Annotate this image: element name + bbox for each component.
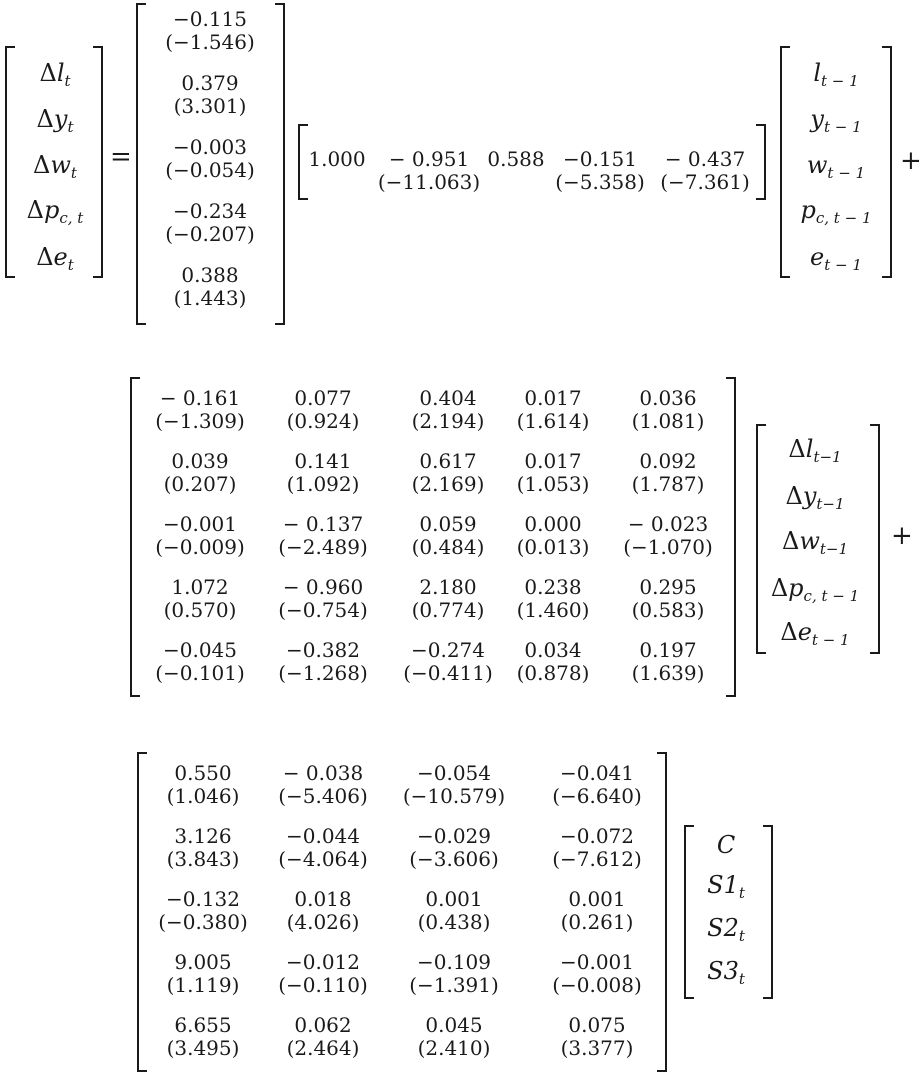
- phi-coef: 0.550: [174, 761, 232, 785]
- beta-tstat: (−11.063): [377, 170, 481, 194]
- gamma-coef: 0.141: [294, 449, 352, 473]
- gamma-coef: 0.017: [524, 386, 582, 410]
- variable-subscript: t−1: [819, 540, 849, 558]
- levels-entry: [756, 244, 916, 278]
- variable-subscript: t: [67, 118, 74, 136]
- phi-coef: −0.029: [416, 824, 491, 848]
- gamma-tstat: (0.924): [286, 409, 360, 433]
- lagged-diff-entry: [735, 528, 895, 562]
- delta-symbol: Δ: [36, 243, 54, 271]
- phi-tstat: (3.843): [166, 847, 240, 871]
- variable-symbol: y: [802, 482, 817, 510]
- gamma-tstat: (0.484): [411, 535, 485, 559]
- phi-coef: − 0.038: [282, 761, 364, 785]
- gamma-coef: − 0.960: [282, 575, 364, 599]
- variable-symbol: S3: [707, 957, 739, 985]
- lagged-diff-entry: [735, 483, 895, 517]
- phi-coef: −0.109: [416, 950, 491, 974]
- variable-subscript: t − 1: [823, 118, 862, 136]
- variable-symbol: p: [800, 196, 816, 224]
- variable-subscript: t: [67, 256, 74, 274]
- lhs-entry: [0, 244, 135, 278]
- beta-coef: − 0.437: [664, 147, 746, 171]
- beta-coef: 0.588: [487, 147, 545, 171]
- phi-coef: 3.126: [174, 824, 232, 848]
- variable-symbol: e: [797, 618, 812, 646]
- phi-coef: 0.045: [425, 1013, 483, 1037]
- delta-symbol: Δ: [26, 196, 44, 224]
- levels-entry: [756, 60, 916, 94]
- alpha-tstat: (−1.546): [165, 30, 255, 54]
- phi-tstat: (−4.064): [278, 847, 368, 871]
- gamma-coef: 0.238: [524, 575, 582, 599]
- phi-coef: 9.005: [174, 950, 232, 974]
- gamma-tstat: (−0.754): [278, 598, 368, 622]
- gamma-tstat: (0.774): [411, 598, 485, 622]
- variable-symbol: S1: [707, 871, 739, 899]
- gamma-tstat: (2.194): [411, 409, 485, 433]
- variable-symbol: e: [810, 243, 825, 271]
- lagged-diff-entry: [735, 619, 895, 653]
- gamma-coef: 0.197: [639, 638, 697, 662]
- gamma-coef: − 0.137: [282, 512, 364, 536]
- gamma-tstat: (1.460): [516, 598, 590, 622]
- phi-tstat: (2.464): [286, 1036, 360, 1060]
- phi-coef: −0.054: [416, 761, 491, 785]
- gamma-coef: 0.039: [171, 449, 229, 473]
- phi-tstat: (−7.612): [552, 847, 642, 871]
- gamma-tstat: (0.013): [516, 535, 590, 559]
- deterministic-entry: [646, 958, 806, 992]
- variable-subscript: t−1: [816, 495, 845, 513]
- beta-coef: 1.000: [308, 147, 366, 171]
- gamma-tstat: (1.614): [516, 409, 590, 433]
- variable-symbol: e: [53, 243, 68, 271]
- delta-symbol: Δ: [33, 151, 51, 179]
- variable-symbol: S2: [707, 914, 739, 942]
- gamma-coef: 0.617: [419, 449, 477, 473]
- gamma-tstat: (−0.411): [403, 661, 493, 685]
- gamma-tstat: (−1.309): [155, 409, 245, 433]
- gamma-tstat: (1.081): [631, 409, 705, 433]
- variable-subscript: t: [738, 884, 745, 902]
- delta-symbol: Δ: [781, 527, 800, 555]
- gamma-coef: 0.017: [524, 449, 582, 473]
- gamma-tstat: (−2.489): [278, 535, 368, 559]
- beta-coef: − 0.951: [388, 147, 470, 171]
- lhs-entry: [0, 60, 135, 94]
- gamma-tstat: (−0.009): [155, 535, 245, 559]
- phi-tstat: (−0.380): [158, 910, 248, 934]
- variable-symbol: C: [716, 831, 736, 859]
- levels-entry: [756, 197, 916, 231]
- phi-tstat: (−10.579): [402, 784, 506, 808]
- phi-coef: −0.041: [559, 761, 634, 785]
- gamma-coef: 2.180: [419, 575, 477, 599]
- delta-symbol: Δ: [770, 574, 789, 602]
- deterministic-entry: [646, 832, 806, 858]
- variable-subscript: c, t: [59, 209, 84, 227]
- phi-tstat: (4.026): [286, 910, 360, 934]
- lhs-entry: [0, 106, 135, 140]
- gamma-tstat: (−0.101): [155, 661, 245, 685]
- gamma-coef: − 0.161: [159, 386, 241, 410]
- alpha-coef: 0.388: [181, 263, 239, 287]
- variable-symbol: y: [53, 105, 68, 133]
- lhs-entry: [0, 197, 135, 231]
- phi-coef: −0.072: [559, 824, 634, 848]
- phi-tstat: (0.438): [417, 910, 491, 934]
- gamma-coef: 0.295: [639, 575, 697, 599]
- alpha-coef: −0.234: [172, 199, 247, 223]
- alpha-tstat: (−0.054): [165, 158, 255, 182]
- plus-sign-2: +: [891, 521, 913, 551]
- delta-symbol: Δ: [39, 59, 57, 87]
- phi-tstat: (−6.640): [552, 784, 642, 808]
- gamma-tstat: (1.053): [516, 472, 590, 496]
- variable-subscript: t: [64, 72, 71, 90]
- phi-coef: 6.655: [174, 1013, 232, 1037]
- alpha-tstat: (−0.207): [165, 222, 255, 246]
- phi-coef: 0.001: [568, 887, 626, 911]
- alpha-tstat: (1.443): [173, 286, 247, 310]
- alpha-coef: −0.115: [172, 7, 247, 31]
- gamma-coef: 0.092: [639, 449, 697, 473]
- gamma-coef: − 0.023: [627, 512, 709, 536]
- phi-coef: −0.001: [559, 950, 634, 974]
- variable-subscript: t − 1: [827, 164, 866, 182]
- phi-tstat: (3.495): [166, 1036, 240, 1060]
- gamma-coef: 0.036: [639, 386, 697, 410]
- gamma-tstat: (2.169): [411, 472, 485, 496]
- gamma-tstat: (1.787): [631, 472, 705, 496]
- variable-subscript: t − 1: [824, 256, 862, 274]
- gamma-coef: −0.045: [162, 638, 237, 662]
- variable-symbol: w: [806, 151, 828, 179]
- gamma-tstat: (−1.070): [623, 535, 713, 559]
- gamma-tstat: (1.092): [286, 472, 360, 496]
- phi-tstat: (−3.606): [409, 847, 499, 871]
- gamma-tstat: (1.639): [631, 661, 705, 685]
- gamma-tstat: (0.878): [516, 661, 590, 685]
- lagged-diff-entry: [735, 575, 895, 609]
- beta-tstat: (−5.358): [555, 170, 645, 194]
- deterministic-entry: [646, 872, 806, 906]
- variable-subscript: t: [70, 164, 77, 182]
- levels-entry: [756, 106, 916, 140]
- variable-subscript: c, t − 1: [803, 587, 860, 605]
- gamma-coef: −0.274: [410, 638, 485, 662]
- variable-symbol: w: [50, 151, 71, 179]
- alpha-coef: 0.379: [181, 71, 239, 95]
- lagged-diff-entry: [735, 436, 895, 470]
- phi-tstat: (−5.406): [278, 784, 368, 808]
- phi-tstat: (0.261): [560, 910, 634, 934]
- variable-subscript: t − 1: [821, 72, 859, 90]
- variable-subscript: t − 1: [811, 631, 850, 649]
- phi-coef: 0.075: [568, 1013, 626, 1037]
- delta-symbol: Δ: [788, 435, 806, 463]
- gamma-coef: 0.000: [524, 512, 582, 536]
- phi-tstat: (2.410): [417, 1036, 491, 1060]
- equals-sign: =: [110, 142, 132, 172]
- alpha-tstat: (3.301): [173, 94, 247, 118]
- variable-subscript: t−1: [813, 448, 842, 466]
- gamma-tstat: (0.207): [163, 472, 237, 496]
- alpha-coef: −0.003: [172, 135, 247, 159]
- beta-tstat: (−7.361): [660, 170, 750, 194]
- variable-symbol: l: [805, 435, 814, 463]
- phi-coef: −0.044: [285, 824, 360, 848]
- variable-symbol: l: [813, 59, 821, 87]
- phi-tstat: (−0.110): [278, 973, 368, 997]
- variable-symbol: p: [788, 574, 804, 602]
- phi-coef: 0.001: [425, 887, 483, 911]
- phi-tstat: (1.046): [166, 784, 240, 808]
- phi-coef: −0.132: [165, 887, 240, 911]
- deterministic-entry: [646, 915, 806, 949]
- plus-sign: +: [900, 146, 922, 176]
- delta-symbol: Δ: [785, 482, 803, 510]
- phi-tstat: (−0.008): [552, 973, 642, 997]
- variable-symbol: w: [799, 527, 820, 555]
- variable-symbol: y: [810, 105, 824, 133]
- phi-tstat: (1.119): [166, 973, 240, 997]
- gamma-coef: 0.077: [294, 386, 352, 410]
- gamma-tstat: (−1.268): [278, 661, 368, 685]
- gamma-coef: −0.001: [162, 512, 237, 536]
- phi-coef: −0.012: [285, 950, 360, 974]
- variable-symbol: p: [44, 196, 60, 224]
- beta-coef: −0.151: [562, 147, 637, 171]
- levels-entry: [756, 152, 916, 186]
- variable-subscript: t: [738, 970, 745, 988]
- gamma-tstat: (0.583): [631, 598, 705, 622]
- phi-tstat: (3.377): [560, 1036, 634, 1060]
- gamma-tstat: (0.570): [163, 598, 237, 622]
- gamma-coef: 0.059: [419, 512, 477, 536]
- gamma-coef: 0.404: [419, 386, 477, 410]
- variable-subscript: t: [738, 927, 745, 945]
- phi-coef: 0.062: [294, 1013, 352, 1037]
- variable-subscript: c, t − 1: [815, 209, 872, 227]
- delta-symbol: Δ: [780, 618, 798, 646]
- gamma-coef: 0.034: [524, 638, 582, 662]
- gamma-coef: 1.072: [171, 575, 229, 599]
- variable-symbol: l: [56, 59, 65, 87]
- delta-symbol: Δ: [36, 105, 54, 133]
- phi-coef: 0.018: [294, 887, 352, 911]
- phi-tstat: (−1.391): [409, 973, 499, 997]
- gamma-coef: −0.382: [285, 638, 360, 662]
